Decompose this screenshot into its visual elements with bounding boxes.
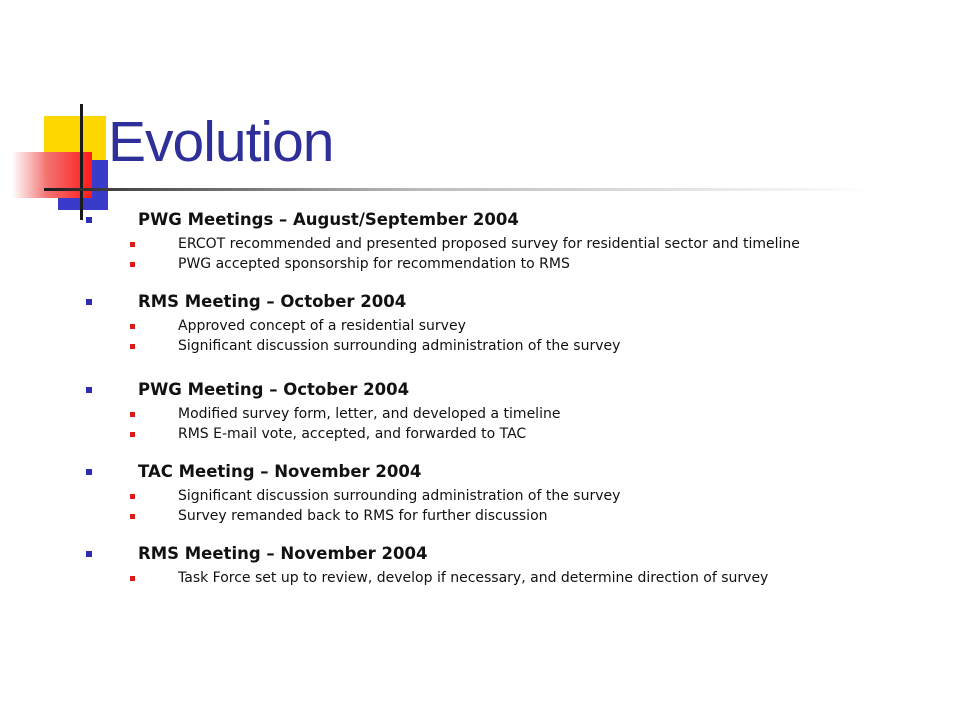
list-item: Task Force set up to review, develop if necessary, and determine direction of survey [86, 570, 896, 586]
square-bullet-icon [130, 412, 135, 417]
square-bullet-icon [130, 432, 135, 437]
square-bullet-icon [130, 242, 135, 247]
square-bullet-icon [130, 576, 135, 581]
section-heading: PWG Meeting – October 2004 [86, 378, 896, 402]
list-item: RMS E-mail vote, accepted, and forwarded to TAC [86, 426, 896, 442]
square-bullet-icon [86, 469, 92, 475]
section-pwg-oct [86, 378, 896, 442]
slide-title: Evolution [108, 110, 334, 174]
square-bullet-icon [86, 217, 92, 223]
square-bullet-icon [86, 387, 92, 393]
list-item: Significant discussion surrounding administration of the survey [86, 338, 896, 354]
section-heading: RMS Meeting – November 2004 [86, 542, 896, 566]
square-bullet-icon [130, 514, 135, 519]
list-item: PWG accepted sponsorship for recommendation to RMS [86, 256, 896, 272]
section-heading: TAC Meeting – November 2004 [86, 460, 896, 484]
list-item: ERCOT recommended and presented proposed survey for residential sector and timeline [86, 236, 896, 252]
square-bullet-icon [130, 324, 135, 329]
section-heading: PWG Meetings – August/September 2004 [86, 208, 896, 232]
square-bullet-icon [130, 262, 135, 267]
section-pwg-aug-sep [86, 208, 896, 272]
decor-vertical-line [80, 104, 83, 220]
square-bullet-icon [86, 299, 92, 305]
list-item: Survey remanded back to RMS for further discussion [86, 508, 896, 524]
decor-horizontal-rule [44, 188, 874, 191]
section-heading: RMS Meeting – October 2004 [86, 290, 896, 314]
square-bullet-icon [130, 344, 135, 349]
section-rms-oct [86, 290, 896, 354]
square-bullet-icon [130, 494, 135, 499]
list-item: Significant discussion surrounding administration of the survey [86, 488, 896, 504]
list-item: Approved concept of a residential survey [86, 318, 896, 334]
square-bullet-icon [86, 551, 92, 557]
slide-body [86, 208, 896, 604]
list-item: Modified survey form, letter, and developed a timeline [86, 406, 896, 422]
section-rms-nov [86, 542, 896, 586]
section-tac-nov [86, 460, 896, 524]
